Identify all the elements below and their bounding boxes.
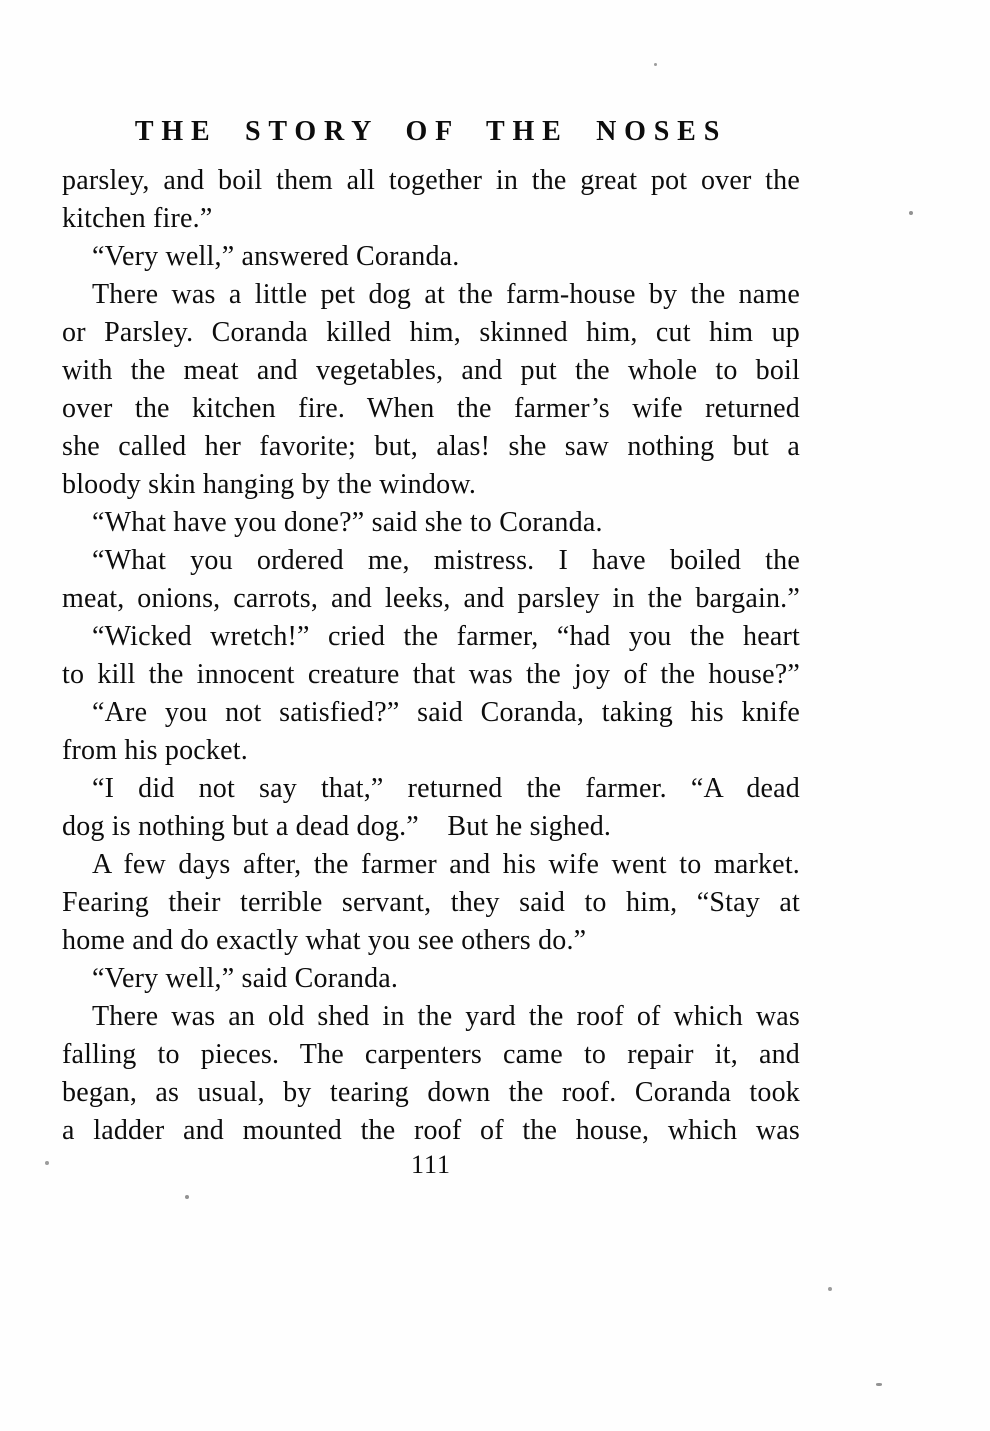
text-line: parsley, and boil them all together in the great pot over the: [62, 165, 800, 196]
text-line: home and do exactly what you see others do.”: [62, 925, 587, 956]
text-line: Fearing their terrible servant, they said to him, “Stay at: [62, 887, 800, 918]
text-line: kitchen fire.”: [62, 203, 213, 234]
text-line: bloody skin hanging by the window.: [62, 469, 477, 500]
text-line: or Parsley. Coranda killed him, skinned him, cut him up: [62, 317, 800, 348]
page-text: [62, 162, 800, 1150]
text-line: falling to pieces. The carpenters came to repair it, and: [62, 1039, 800, 1070]
text-line: to kill the innocent creature that was the joy of the house?”: [62, 659, 800, 690]
scan-speck: [654, 63, 657, 66]
text-line: There was a little pet dog at the farm-house by the name: [92, 279, 800, 310]
text-line: a ladder and mounted the roof of the house, which was: [62, 1115, 800, 1146]
text-line: from his pocket.: [62, 735, 248, 766]
scan-speck: [45, 1161, 49, 1165]
scan-speck: [828, 1287, 832, 1291]
scan-speck: [876, 1383, 882, 1386]
page-title: THE STORY OF THE NOSES: [134, 116, 728, 147]
text-line: “Very well,” answered Coranda.: [92, 241, 460, 272]
text-line: “Wicked wretch!” cried the farmer, “had you the heart: [92, 621, 800, 652]
text-line: “What have you done?” said she to Coranda.: [92, 507, 603, 538]
text-line: “Are you not satisfied?” said Coranda, taking his knife: [92, 697, 800, 728]
text-line: “What you ordered me, mistress. I have boiled the: [92, 545, 800, 576]
text-line: with the meat and vegetables, and put the whole to boil: [62, 355, 800, 386]
page-number: 111: [410, 1150, 452, 1179]
text-line: began, as usual, by tearing down the roof. Coranda took: [62, 1077, 800, 1108]
text-line: There was an old shed in the yard the roof of which was: [92, 1001, 800, 1032]
text-line: “Very well,” said Coranda.: [92, 963, 399, 994]
scan-speck: [909, 211, 913, 215]
text-line: meat, onions, carrots, and leeks, and parsley in the bargain.”: [62, 583, 800, 614]
text-line: “I did not say that,” returned the farmer. “A dead: [92, 773, 800, 804]
text-line: over the kitchen fire. When the farmer’s wife returned: [62, 393, 800, 424]
text-line: A few days after, the farmer and his wife went to market.: [92, 849, 800, 880]
text-line: dog is nothing but a dead dog.” But he sighed.: [62, 811, 612, 842]
text-line: she called her favorite; but, alas! she saw nothing but a: [62, 431, 800, 462]
scan-speck: [185, 1195, 189, 1199]
